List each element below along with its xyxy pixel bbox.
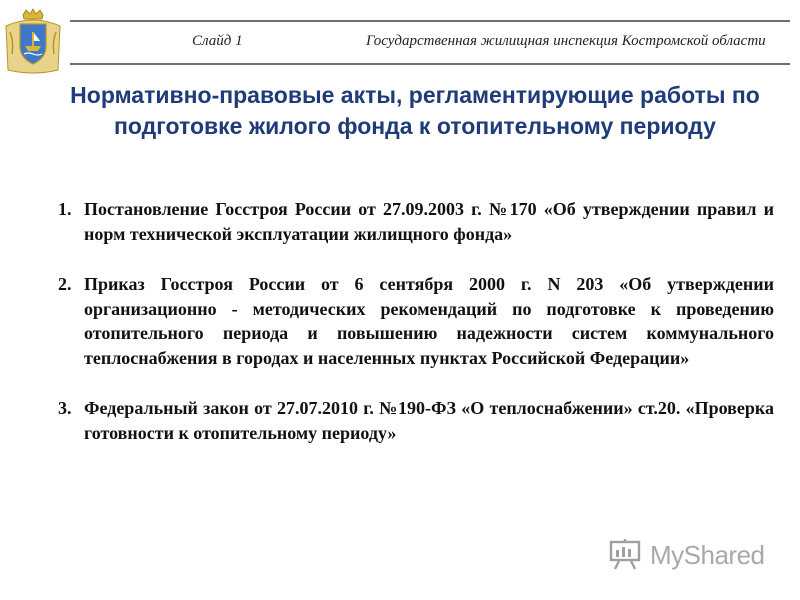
list-item	[58, 272, 774, 370]
coat-of-arms-icon	[2, 8, 64, 76]
organization-label: Государственная жилищная инспекция Костромской области	[366, 33, 766, 49]
list-item-number: 3.	[58, 398, 72, 418]
header-rule-bottom	[70, 63, 790, 65]
header-rule-top	[70, 20, 790, 22]
list-item-number: 2.	[58, 274, 72, 294]
list-item	[58, 197, 774, 246]
list-item-text: Федеральный закон от 27.07.2010 г. №190-ФЗ «О теплоснабжении» ст.20. «Проверка готовности к отопительному периоду»	[84, 398, 774, 443]
list-item-text: Постановление Госстроя России от 27.09.2003 г. №170 «Об утверждении правил и норм технической эксплуатации жилищного фонда»	[84, 199, 774, 244]
slide-number-label: Слайд 1	[192, 33, 243, 49]
slide-title: Нормативно-правовые акты, регламентирующие работы по подготовке жилого фонда к отопительному периоду	[70, 82, 760, 139]
legal-acts-list	[58, 197, 774, 471]
myshared-watermark	[608, 537, 768, 573]
list-item-text: Приказ Госстроя России от 6 сентября 2000 г. N 203 «Об утверждении организационно - методических рекомендаций по подготовке к проведению отопительного периода и повышению надежности систем коммунального теплоснабжения в городах и населенных пунктах Российской Федерации»	[84, 274, 774, 368]
list-item	[58, 396, 774, 445]
list-item-number: 1.	[58, 199, 72, 219]
watermark-brand: MyShared	[650, 540, 765, 570]
presentation-board-icon	[608, 537, 642, 571]
slide-header	[0, 6, 800, 58]
